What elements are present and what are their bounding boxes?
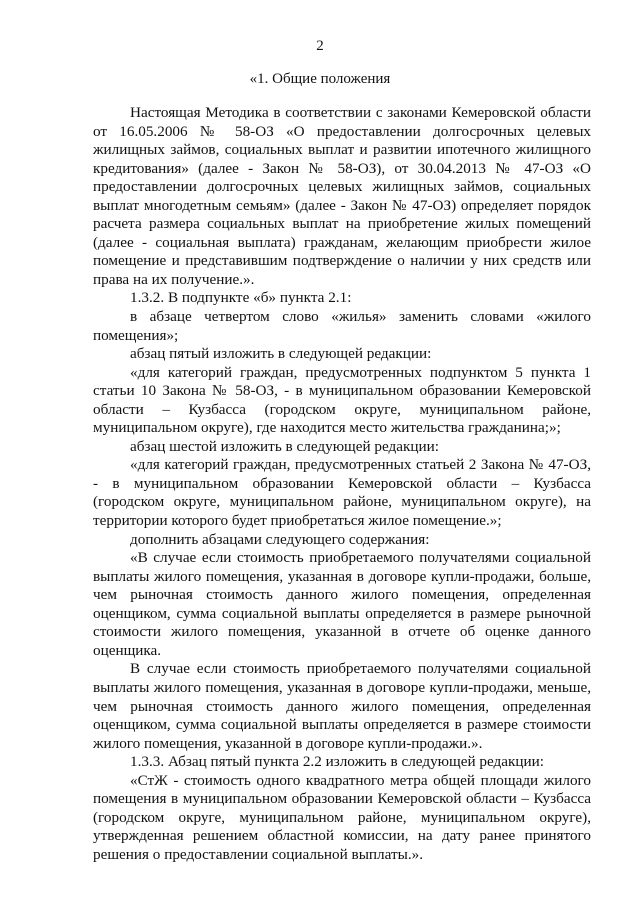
paragraph-item-1-3-3: 1.3.3. Абзац пятый пункта 2.2 изложить в следующей редакции:	[130, 753, 544, 771]
section-title: «1. Общие положения	[249, 71, 391, 87]
paragraph-stzh-definition: «СтЖ - стоимость одного квадратного метра общей площади жилого помещения в муниципальном образовании Кемеровской области – Кузбасса (городском округе, муниципальном районе, муниципальном округе), утвержденная решением областной комиссии, на дату ранее принятого решения о предоставлении социальной выплаты.».	[93, 771, 591, 863]
paragraph-addition-intro: дополнить абзацами следующего содержания:	[130, 530, 430, 548]
paragraph-item-1-3-2: 1.3.2. В подпункте «б» пункта 2.1:	[130, 289, 352, 307]
paragraph-sixth-abzac-text: «для категорий граждан, предусмотренных статьей 2 Закона № 47-ОЗ, - в муниципальном образовании Кемеровской области – Кузбасса (городском округе, муниципальном районе, муниципальном округе), на территории которого будет приобретаться жилое помещение.»;	[93, 456, 591, 530]
paragraph-fifth-abzac-intro: абзац пятый изложить в следующей редакции:	[130, 345, 432, 363]
paragraph-fourth-abzac: в абзаце четвертом слово «жилья» заменить словами «жилого помещения»;	[93, 308, 591, 344]
paragraph-price-less: В случае если стоимость приобретаемого получателями социальной выплаты жилого помещения, указанная в договоре купли-продажи, меньше, чем рыночная стоимость данного жилого помещения, определенная оценщиком, сумма социальной выплаты определяется в размере стоимости жилого помещения, указанной в договоре купли-продажи.».	[93, 660, 591, 752]
paragraph-price-greater: «В случае если стоимость приобретаемого получателями социальной выплаты жилого помещения, указанная в договоре купли-продажи, больше, чем рыночная стоимость данного жилого помещения, определенная оценщиком, сумма социальной выплаты определяется в размере рыночной стоимости жилого помещения, указанной в отчете об оценке данного оценщика.	[93, 549, 591, 659]
document-body	[93, 104, 591, 864]
page-number: 2	[316, 38, 324, 54]
paragraph-sixth-abzac-intro: абзац шестой изложить в следующей редакции:	[130, 437, 439, 455]
paragraph-fifth-abzac-text: «для категорий граждан, предусмотренных подпунктом 5 пункта 1 статьи 10 Закона № 58-ОЗ, - в муниципальном образовании Кемеровской области – Кузбасса (городском округе, муниципальном районе, муниципальном округе), где находится место жительства гражданина;»;	[93, 363, 591, 437]
paragraph-methodology-intro: Настоящая Методика в соответствии с законами Кемеровской области от 16.05.2006 № 58-ОЗ «О предоставлении долгосрочных целевых жилищных займов, социальных выплат и развитии ипотечного жилищного кредитования» (далее - Закон № 58-ОЗ), от 30.04.2013 № 47-ОЗ «О предоставлении долгосрочных целевых жилищных займов, социальных выплат многодетным семьям» (далее - Закон № 47-ОЗ) определяет порядок расчета размера социальных выплат на приобретение жилых помещений (далее - социальная выплата) гражданам, желающим приобрести жилое помещение и представившим подтверждение о наличии у них средств или права на их получение.».	[93, 104, 591, 288]
